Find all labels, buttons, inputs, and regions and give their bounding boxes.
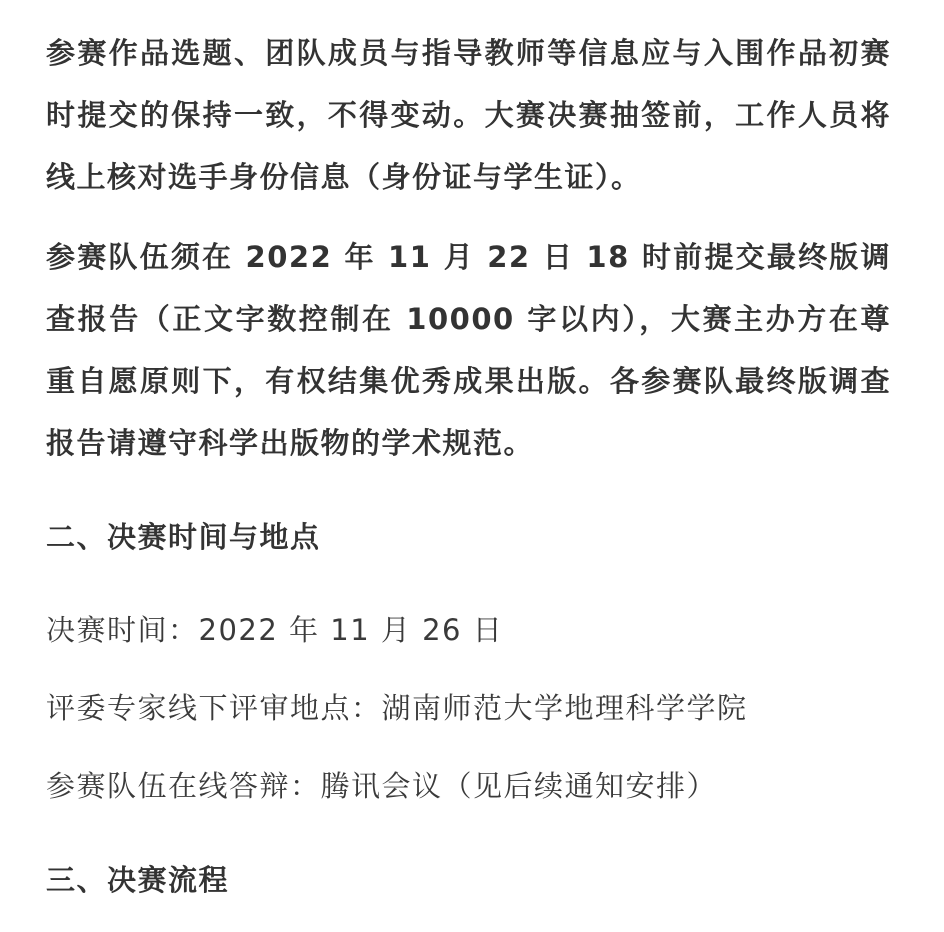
review-venue-line: 评委专家线下评审地点：湖南师范大学地理科学学院 [46,691,748,725]
paragraph-final-report-deadline: 参赛队伍须在 2022 年 11 月 22 日 18 时前提交最终版调查报告（正文字数控制在 10000 字以内），大赛主办方在尊重自愿原则下，有权结集优秀成果出版。各参赛队最终版调查报告请遵守科学出版物的学术规范。 [46,240,891,460]
section-heading-time-venue: 二、决赛时间与地点 [46,520,321,554]
paragraph-submission-consistency: 参赛作品选题、团队成员与指导教师等信息应与入围作品初赛时提交的保持一致，不得变动。大赛决赛抽签前，工作人员将线上核对选手身份信息（身份证与学生证）。 [46,36,891,194]
section-heading-final-process: 三、决赛流程 [46,863,230,897]
final-time-line: 决赛时间：2022 年 11 月 26 日 [46,613,504,647]
online-defense-line: 参赛队伍在线答辩：腾讯会议（见后续通知安排） [46,769,718,803]
